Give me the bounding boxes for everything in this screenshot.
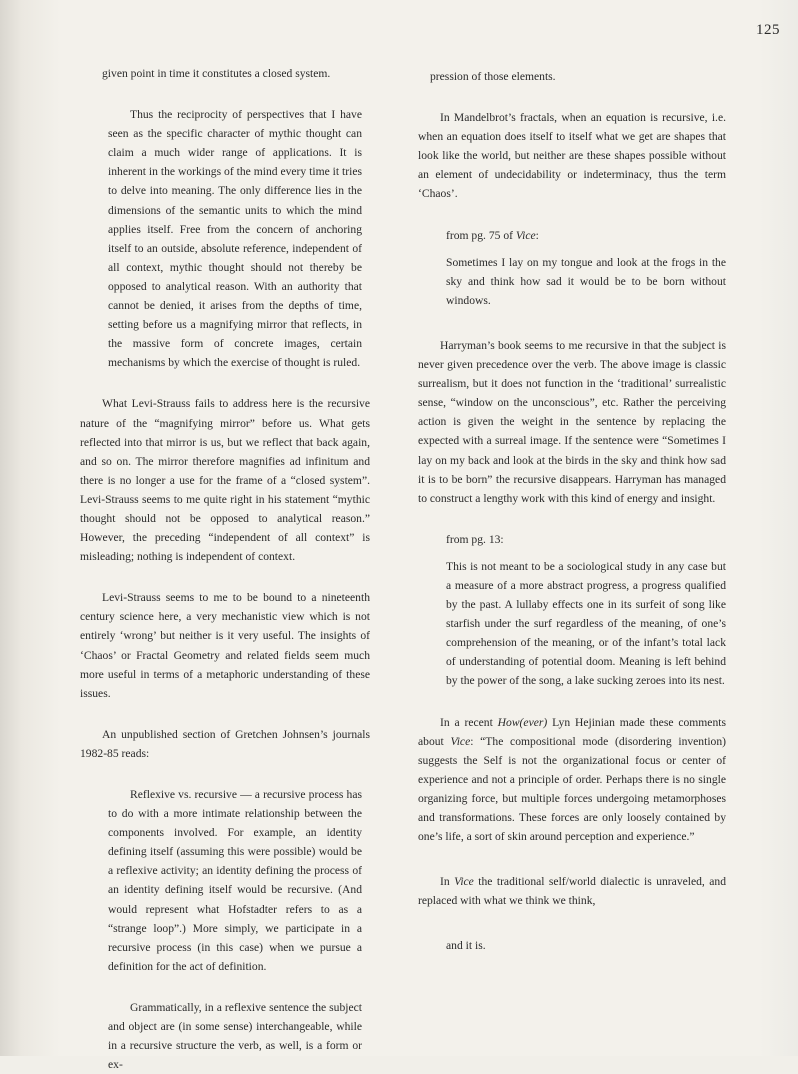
paragraph-mandelbrot: In Mandelbrot’s fractals, when an equation is recursive, i.e. when an equation does itself to itself what we get are shapes that look like the world, but neither are these shapes possible without an element of undecidability or indeterminacy, thus the term ‘Chaos’. [418, 111, 726, 201]
book-title: Vice [515, 228, 536, 242]
block-quote-frogs: Sometimes I lay on my tongue and look at the frogs in the sky and think how sad it would be to be born without windows. [446, 255, 726, 307]
book-title: Vice [450, 734, 471, 748]
paragraph-recursive-mirror: What Levi-Strauss fails to address here is the recursive nature of the “magnifying mirror” before us. What gets reflected into that mirror is us, but we reflect that back again, and so on. The mirror therefore magnifies ad infinitum and there is no longer a use for the frame of a “closed system”. Levi-Strauss seems to me quite right in his statement “mythic thought should not be opposed to analytical reason.” However, the preceding “independent of all context” is misleading; nothing is independent of context. [80, 397, 370, 564]
paragraph-nineteenth-century: Levi-Strauss seems to me to be bound to a nineteenth century science here, a very mechanistic view which is not entirely ‘wrong’ but neither is it very useful. The insights of ‘Chaos’ or Fractal Geometry and related fields seem much more useful in terms of a metaphoric understanding of these issues. [80, 591, 370, 700]
source-label-pg75: from pg. 75 of Vice: [446, 228, 539, 242]
paragraph-continuation: given point in time it constitutes a closed system. [102, 67, 331, 80]
paragraph-vice-dialectic: In Vice the traditional self/world dialectic is unraveled, and replaced with what we think we think, [418, 875, 726, 908]
block-quote-grammatically: Grammatically, in a reflexive sentence the subject and object are (in some sense) interchangeable, while in a recursive structure the verb, as well, is a form or ex- [108, 1000, 362, 1072]
block-quote-lullaby: This is not meant to be a sociological study in any case but a measure of a more abstract progress, a progress qualified by the past. A lullaby effects one in its surfeit of song like starfish under the surf regardless of the meaning, of one’s comprehension of the meaning, or of the infant’s total lack of understanding of potential doom. Meaning is left behind by the power of the song, a lake sucking zeroes into its nest. [446, 559, 726, 688]
block-quote-reflexive: Reflexive vs. recursive — a recursive process has to do with a more intimate relationship between the components involved. For example, an identity defining itself (assuming this were possible) would be a reflexive activity; an identity defining the process of an identity defining itself would be recursive. (And would represent what Hofstadter refers to as a “strange loop”.) More simply, we participate in a recursive process (in this case) when we pursue a definition for the act of definition. [108, 788, 362, 973]
closing-line: and it is. [446, 939, 486, 953]
page-number: 125 [756, 22, 780, 38]
book-title: Vice [454, 875, 474, 889]
paragraph-hejinian: In a recent How(ever) Lyn Hejinian made these comments about Vice: “The compositional mode (disordering invention) suggests the Self is not the organizational focus or center of experience and not a principle of order. Perhaps there is no single organizing force, but multiple forces undergoing metamorphoses and transformations. These forces are only loosely contained by one’s life, a sort of skin around perception and experience.” [418, 715, 726, 844]
right-column [418, 67, 726, 955]
paragraph-journal-intro: An unpublished section of Gretchen Johnsen’s journals 1982-85 reads: [80, 727, 370, 760]
block-quote-levi-strauss: Thus the reciprocity of perspectives that I have seen as the specific character of mythic thought can claim a much wider range of applications. It is inherent in the workings of the mind every time it tries to delve into meaning. The only difference lies in the dimensions of the semantic units to which the mind applies itself. Free from the concern of anchoring itself to an outside, absolute reference, independent of all context, mythic thought should not thereby be opposed to analytical reason. With an authority that cannot be denied, it arises from the depths of time, setting before us a magnifying mirror that reflects, in the massive form of concrete images, certain mechanisms by which the exercise of thought is ruled. [108, 108, 362, 370]
paragraph-continuation-right: pression of those elements. [430, 70, 556, 83]
paragraph-harryman: Harryman’s book seems to me recursive in that the subject is never given precedence over the verb. The above image is classic surrealism, but it does not function in the ‘traditional’ surrealistic sense, “window on the unconscious”, etc. Rather the perceiving action is given the weight in the sentence by replacing the expected with a surreal image. If the sentence were “Sometimes I lay on my back and look at the birds in the sky and think how sad it is to be born” the recursive disappears. Harryman has managed to construct a lengthy work with this kind of energy and insight. [418, 338, 726, 505]
journal-title: How(ever) [497, 715, 548, 729]
source-label-pg13: from pg. 13: [446, 532, 504, 546]
left-column [80, 64, 370, 1074]
